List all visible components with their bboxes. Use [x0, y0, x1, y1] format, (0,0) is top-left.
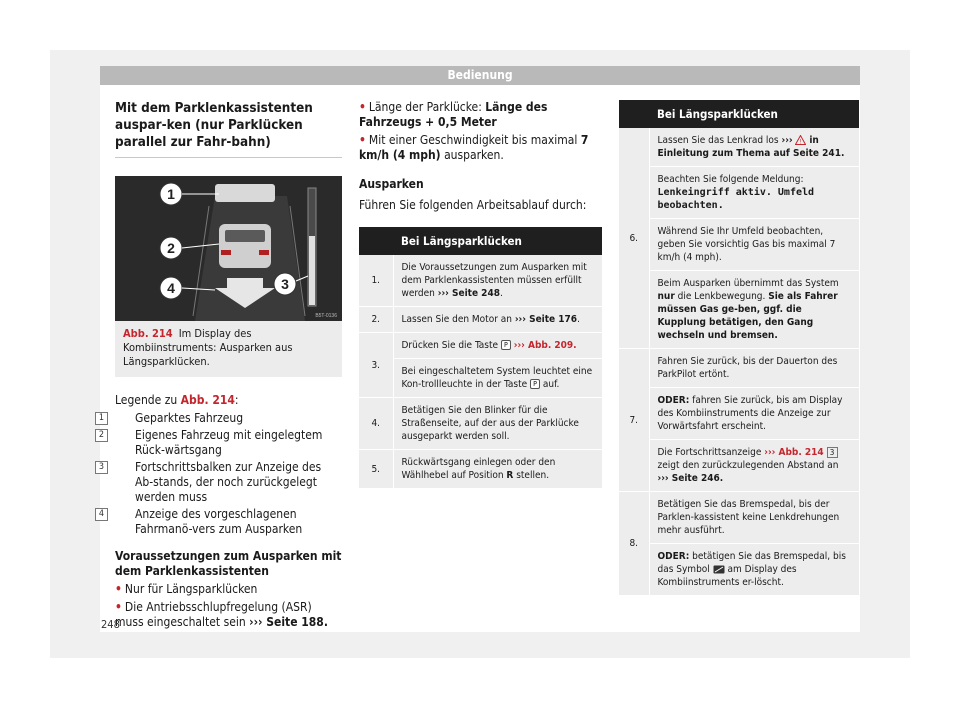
legend-colon: :	[234, 393, 239, 407]
step-number: 6.	[619, 128, 649, 349]
figure-label-4: 4	[167, 280, 175, 296]
step-text-part: Beim Ausparken übernimmt das System	[657, 278, 839, 289]
step-text	[649, 388, 859, 440]
step-text-part: die Lenkbewegung.	[677, 291, 766, 302]
step-text-bold: in Einleitung zum Thema auf Seite 241.	[657, 135, 845, 159]
step-text-part: auf.	[542, 379, 560, 390]
table-row	[359, 398, 602, 450]
step-text-part: fahren Sie zurück, bis am Display des Kombiinstruments die Anzeige zur Vorwärtsfahrt erscheint.	[657, 395, 843, 432]
table-row	[619, 219, 859, 271]
parking-display-illustration	[115, 176, 342, 321]
step-text: Fahren Sie zurück, bis der Dauerton des ParkPilot ertönt.	[649, 349, 859, 388]
legend-item	[98, 460, 342, 505]
page-link[interactable]: ››› Seite 248	[437, 288, 500, 299]
legend-item	[98, 428, 342, 458]
column-right	[619, 100, 859, 596]
step-text-part: Rückwärtsgang einlegen oder den Wählhebel auf Position	[401, 457, 556, 481]
svg-text:!: !	[800, 139, 802, 145]
page-link[interactable]: ››› Seite 176	[514, 314, 578, 325]
gear-position: R	[506, 470, 514, 481]
step-text-bold: Sie als Fahrer müssen Gas ge-ben, ggf. die Kupplung betätigen, den Gang wechseln und bremsen.	[657, 291, 838, 341]
step-text	[649, 128, 859, 167]
table-row	[359, 307, 602, 333]
step-text: Die Voraussetzungen zum Ausparken mit dem Parklenkassistenten müssen erfüllt werden ››› Seite 248.	[393, 255, 602, 307]
bullet-rest: ausparken.	[444, 148, 504, 162]
step-number: 2.	[359, 307, 393, 333]
table-row	[359, 359, 602, 398]
table-header-empty	[619, 100, 649, 128]
section-heading: Mit dem Parklenkassistenten auspar-ken (nur Parklücken parallel zur Fahr-bahn)	[115, 100, 342, 158]
step-number: 3.	[359, 333, 393, 398]
bullet-dot-icon: •	[115, 600, 122, 614]
legend-figure-link[interactable]: Abb. 214	[180, 393, 235, 407]
table-header-empty	[359, 227, 393, 255]
table-row	[359, 333, 602, 359]
column-middle	[359, 100, 602, 489]
legend-intro: Legende zu	[115, 393, 178, 407]
legend-list	[98, 411, 342, 537]
legend-text: Geparktes Fahrzeug	[135, 411, 244, 425]
park-assist-key-icon: P	[501, 340, 511, 350]
bullet-bold: Länge des Fahrzeugs + 0,5 Meter	[359, 100, 548, 129]
step-text	[649, 544, 859, 596]
step-number: 4.	[359, 398, 393, 450]
bullet-text: Länge der Parklücke:	[368, 100, 482, 114]
step-text-bold: ODER:	[657, 551, 690, 562]
bullet-bold: 7 km/h (4 mph)	[359, 133, 589, 162]
bullet-text: Die Antriebsschlupfregelung (ASR) muss eingeschaltet sein	[115, 600, 312, 629]
figure-link[interactable]: ››› Abb. 214	[764, 447, 824, 458]
figure-label-3: 3	[281, 276, 289, 292]
table-row	[619, 167, 859, 219]
legend-number: 1	[95, 412, 108, 425]
bullet-item	[359, 133, 602, 163]
steps-table	[359, 227, 602, 489]
step-text-part: betätigen Sie das Bremspedal, bis das Symbol	[657, 551, 846, 575]
step-text-part: zeigt den zurückzulegenden Abstand an	[657, 460, 839, 471]
park-assist-symbol-icon	[713, 565, 725, 574]
legend-text: Anzeige des vorgeschlagenen Fahrmanö-vers zum Ausparken	[135, 507, 303, 536]
legend-number: 4	[95, 508, 108, 521]
steps-table-continued	[619, 100, 859, 596]
step-text	[649, 271, 859, 349]
page-link[interactable]: ››› Seite 188.	[249, 615, 328, 629]
page-link[interactable]: ››› Seite 246.	[657, 473, 724, 484]
step-number: 1.	[359, 255, 393, 307]
figure-214	[115, 176, 342, 321]
step-text	[393, 450, 602, 489]
page-number: 248	[101, 618, 120, 631]
legend-item	[98, 411, 342, 426]
legend-number: 2	[95, 429, 108, 442]
step-text-part: am Display des Kombiinstruments er-löscht.	[657, 564, 797, 588]
step-text-part: Die Fortschrittsanzeige	[657, 447, 762, 458]
step-text: Während Sie Ihr Umfeld beobachten, geben Sie vorsichtig Gas bis maximal 7 km/h (4 mph).	[649, 219, 859, 271]
prerequisites-title: Voraussetzungen zum Ausparken mit dem Parklenkassistenten	[115, 549, 342, 578]
figure-label-1: 1	[167, 186, 175, 202]
bullet-item	[359, 100, 602, 130]
table-row	[619, 492, 859, 544]
page-link-arrows[interactable]: ›››	[781, 135, 793, 146]
table-row	[619, 440, 859, 492]
warning-icon	[795, 135, 806, 145]
step-number: 5.	[359, 450, 393, 489]
step-text-bold: ODER:	[657, 395, 690, 406]
step-text-part: Bei eingeschaltetem System leuchtet eine Kon-trollleuchte in der Taste	[401, 366, 593, 390]
park-assist-key-icon: P	[530, 379, 540, 389]
subsection-title: Ausparken	[359, 177, 424, 191]
step-text-bold: nur	[657, 291, 675, 302]
legend-item	[98, 507, 342, 537]
bullet-dot-icon: •	[359, 100, 366, 114]
step-text: Lassen Sie den Motor an ››› Seite 176.	[393, 307, 602, 333]
step-number: 8.	[619, 492, 649, 596]
table-row	[619, 349, 859, 388]
figure-caption-ref: Abb. 214	[123, 327, 173, 340]
legend-text: Eigenes Fahrzeug mit eingelegtem Rück-wärtsgang	[135, 428, 323, 457]
table-row	[359, 255, 602, 307]
figure-link[interactable]: ››› Abb. 209.	[513, 340, 577, 351]
step-number: 7.	[619, 349, 649, 492]
step-text: Betätigen Sie den Blinker für die Straßenseite, auf der aus der Parklücke ausgeparkt werden soll.	[393, 398, 602, 450]
step-text-part: Beachten Sie folgende Meldung:	[657, 174, 804, 185]
step-text: Betätigen Sie das Bremspedal, bis der Parklen-kassistent keine Lenkdrehungen mehr ausführt.	[649, 492, 859, 544]
figure-caption	[115, 321, 342, 377]
table-row	[359, 450, 602, 489]
bullet-text: Nur für Längsparklücken	[124, 582, 258, 596]
table-row	[619, 271, 859, 349]
figure-label-2: 2	[167, 240, 175, 256]
figure-caption-text: Im Display des Kombiinstruments: Ausparken aus Längsparklücken.	[123, 327, 293, 368]
table-row	[619, 128, 859, 167]
bullet-text: Mit einer Geschwindigkeit bis maximal	[368, 133, 578, 147]
display-message: Lenkeingriff aktiv. Umfeld beobachten.	[657, 187, 815, 211]
step-text	[393, 359, 602, 398]
step-text-part: Lassen Sie das Lenkrad los	[657, 135, 779, 146]
table-header: Bei Längsparklücken	[649, 100, 859, 128]
legend-number: 3	[95, 461, 108, 474]
intro-text: Führen Sie folgenden Arbeitsablauf durch:	[359, 198, 587, 212]
step-text	[393, 333, 602, 359]
legend-title	[115, 393, 342, 408]
table-row	[619, 544, 859, 596]
figure-code: B5T-0136	[315, 313, 337, 319]
legend-number-ref: 3	[827, 447, 838, 458]
bullet-item	[115, 582, 342, 597]
table-row	[619, 388, 859, 440]
section-header: Bedienung	[100, 66, 860, 85]
step-text	[649, 440, 859, 492]
step-text-part: stellen.	[516, 470, 550, 481]
table-header: Bei Längsparklücken	[393, 227, 602, 255]
bullet-dot-icon: •	[115, 582, 122, 596]
bullet-dot-icon: •	[359, 133, 366, 147]
step-text-part: Drücken Sie die Taste	[401, 340, 499, 351]
step-text	[649, 167, 859, 219]
bullet-item	[115, 600, 342, 630]
legend-text: Fortschrittsbalken zur Anzeige des Ab-stands, der noch zurückgelegt werden muss	[135, 460, 322, 504]
